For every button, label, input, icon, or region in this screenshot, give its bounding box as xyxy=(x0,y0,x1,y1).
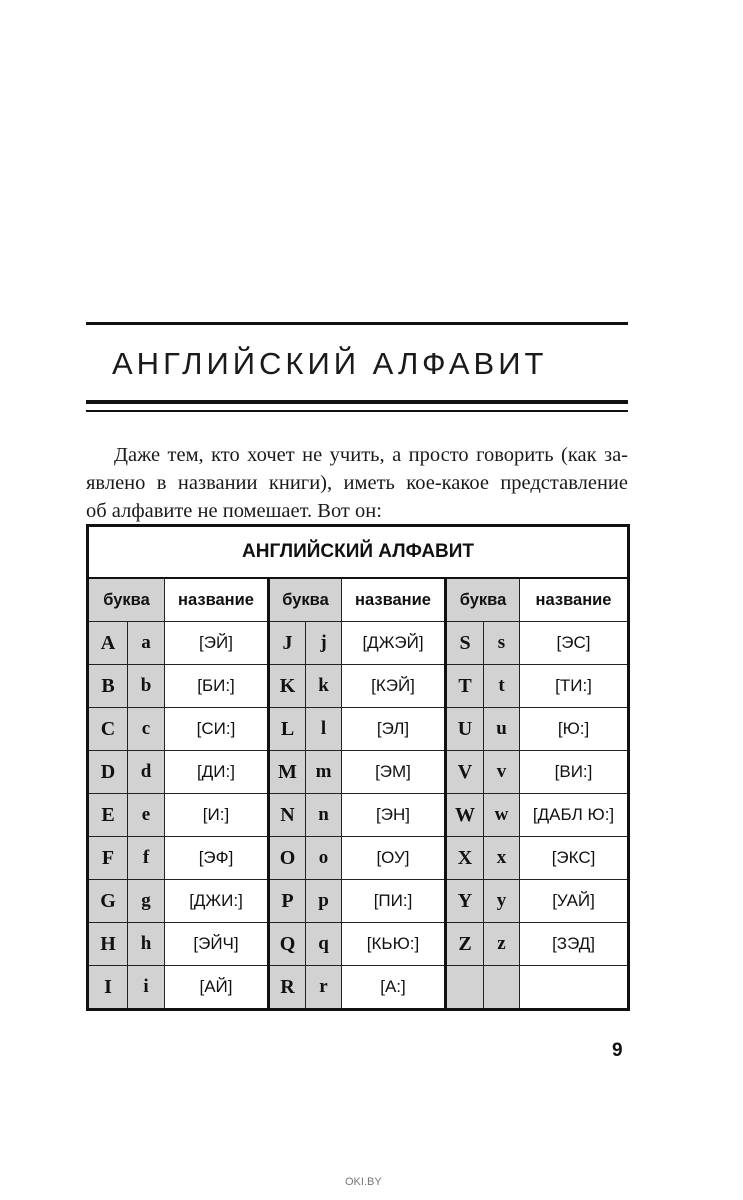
uppercase-letter: T xyxy=(446,665,484,708)
letter-name: [ЗЭД] xyxy=(520,923,629,966)
table-row xyxy=(88,880,629,923)
uppercase-letter: C xyxy=(88,708,128,751)
lowercase-letter: g xyxy=(128,880,165,923)
table-row xyxy=(88,837,629,880)
top-rule xyxy=(86,322,628,325)
intro-line: об алфавите не помешает. Вот он: xyxy=(86,500,382,522)
intro-line: явлено в названии книги), иметь кое-какое представление xyxy=(86,472,628,494)
uppercase-letter: A xyxy=(88,622,128,665)
letter-name: [И:] xyxy=(165,794,269,837)
uppercase-letter: W xyxy=(446,794,484,837)
title-rule-thick xyxy=(86,400,628,404)
lowercase-letter: m xyxy=(306,751,342,794)
header-name: название xyxy=(342,578,446,622)
letter-name: [ЭМ] xyxy=(342,751,446,794)
lowercase-letter: l xyxy=(306,708,342,751)
uppercase-letter: S xyxy=(446,622,484,665)
intro-paragraph xyxy=(86,441,628,525)
intro-line: Даже тем, кто хочет не учить, а просто говорить (как за- xyxy=(114,444,628,466)
lowercase-letter: d xyxy=(128,751,165,794)
lowercase-letter: y xyxy=(484,880,520,923)
uppercase-letter xyxy=(446,966,484,1010)
letter-name: [А:] xyxy=(342,966,446,1010)
lowercase-letter: s xyxy=(484,622,520,665)
table-row xyxy=(88,966,629,1010)
lowercase-letter: f xyxy=(128,837,165,880)
header-name: название xyxy=(520,578,629,622)
letter-name: [ЭЛ] xyxy=(342,708,446,751)
lowercase-letter: c xyxy=(128,708,165,751)
lowercase-letter: u xyxy=(484,708,520,751)
table-row xyxy=(88,923,629,966)
letter-name: [БИ:] xyxy=(165,665,269,708)
uppercase-letter: J xyxy=(269,622,306,665)
uppercase-letter: I xyxy=(88,966,128,1010)
uppercase-letter: K xyxy=(269,665,306,708)
letter-name xyxy=(520,966,629,1010)
lowercase-letter: r xyxy=(306,966,342,1010)
lowercase-letter: t xyxy=(484,665,520,708)
uppercase-letter: Q xyxy=(269,923,306,966)
header-letter: буква xyxy=(88,578,165,622)
letter-name: [ПИ:] xyxy=(342,880,446,923)
letter-name: [ТИ:] xyxy=(520,665,629,708)
uppercase-letter: X xyxy=(446,837,484,880)
letter-name: [КЭЙ] xyxy=(342,665,446,708)
lowercase-letter: i xyxy=(128,966,165,1010)
uppercase-letter: B xyxy=(88,665,128,708)
uppercase-letter: R xyxy=(269,966,306,1010)
lowercase-letter: b xyxy=(128,665,165,708)
letter-name: [СИ:] xyxy=(165,708,269,751)
letter-name: [ДИ:] xyxy=(165,751,269,794)
letter-name: [ДЖИ:] xyxy=(165,880,269,923)
title-rule-thin xyxy=(86,410,628,412)
header-letter: буква xyxy=(269,578,342,622)
uppercase-letter: M xyxy=(269,751,306,794)
letter-name: [КЬЮ:] xyxy=(342,923,446,966)
table-row xyxy=(88,665,629,708)
uppercase-letter: E xyxy=(88,794,128,837)
letter-name: [ЭЙ] xyxy=(165,622,269,665)
letter-name: [УАЙ] xyxy=(520,880,629,923)
letter-name: [ВИ:] xyxy=(520,751,629,794)
watermark: OKI.BY xyxy=(345,1176,382,1188)
uppercase-letter: O xyxy=(269,837,306,880)
table-row xyxy=(88,708,629,751)
uppercase-letter: N xyxy=(269,794,306,837)
lowercase-letter: q xyxy=(306,923,342,966)
letter-name: [ОУ] xyxy=(342,837,446,880)
header-letter: буква xyxy=(446,578,520,622)
lowercase-letter: h xyxy=(128,923,165,966)
lowercase-letter: p xyxy=(306,880,342,923)
lowercase-letter xyxy=(484,966,520,1010)
uppercase-letter: V xyxy=(446,751,484,794)
uppercase-letter: P xyxy=(269,880,306,923)
table-row xyxy=(88,794,629,837)
lowercase-letter: j xyxy=(306,622,342,665)
letter-name: [ЭЙЧ] xyxy=(165,923,269,966)
letter-name: [ЭКС] xyxy=(520,837,629,880)
uppercase-letter: U xyxy=(446,708,484,751)
letter-name: [ДЖЭЙ] xyxy=(342,622,446,665)
uppercase-letter: G xyxy=(88,880,128,923)
uppercase-letter: F xyxy=(88,837,128,880)
lowercase-letter: x xyxy=(484,837,520,880)
uppercase-letter: Y xyxy=(446,880,484,923)
lowercase-letter: e xyxy=(128,794,165,837)
alphabet-table xyxy=(86,524,630,1011)
uppercase-letter: H xyxy=(88,923,128,966)
letter-name: [ДАБЛ Ю:] xyxy=(520,794,629,837)
lowercase-letter: o xyxy=(306,837,342,880)
page-number: 9 xyxy=(612,1040,623,1061)
uppercase-letter: L xyxy=(269,708,306,751)
lowercase-letter: n xyxy=(306,794,342,837)
table-caption: АНГЛИЙСКИЙ АЛФАВИТ xyxy=(88,526,629,579)
lowercase-letter: v xyxy=(484,751,520,794)
table-row xyxy=(88,751,629,794)
uppercase-letter: D xyxy=(88,751,128,794)
lowercase-letter: k xyxy=(306,665,342,708)
header-name: название xyxy=(165,578,269,622)
letter-name: [Ю:] xyxy=(520,708,629,751)
uppercase-letter: Z xyxy=(446,923,484,966)
lowercase-letter: w xyxy=(484,794,520,837)
letter-name: [ЭФ] xyxy=(165,837,269,880)
table-body xyxy=(88,622,629,1010)
table-row xyxy=(88,622,629,665)
letter-name: [ЭН] xyxy=(342,794,446,837)
letter-name: [АЙ] xyxy=(165,966,269,1010)
chapter-title: АНГЛИЙСКИЙ АЛФАВИТ xyxy=(112,346,548,381)
lowercase-letter: z xyxy=(484,923,520,966)
lowercase-letter: a xyxy=(128,622,165,665)
letter-name: [ЭС] xyxy=(520,622,629,665)
